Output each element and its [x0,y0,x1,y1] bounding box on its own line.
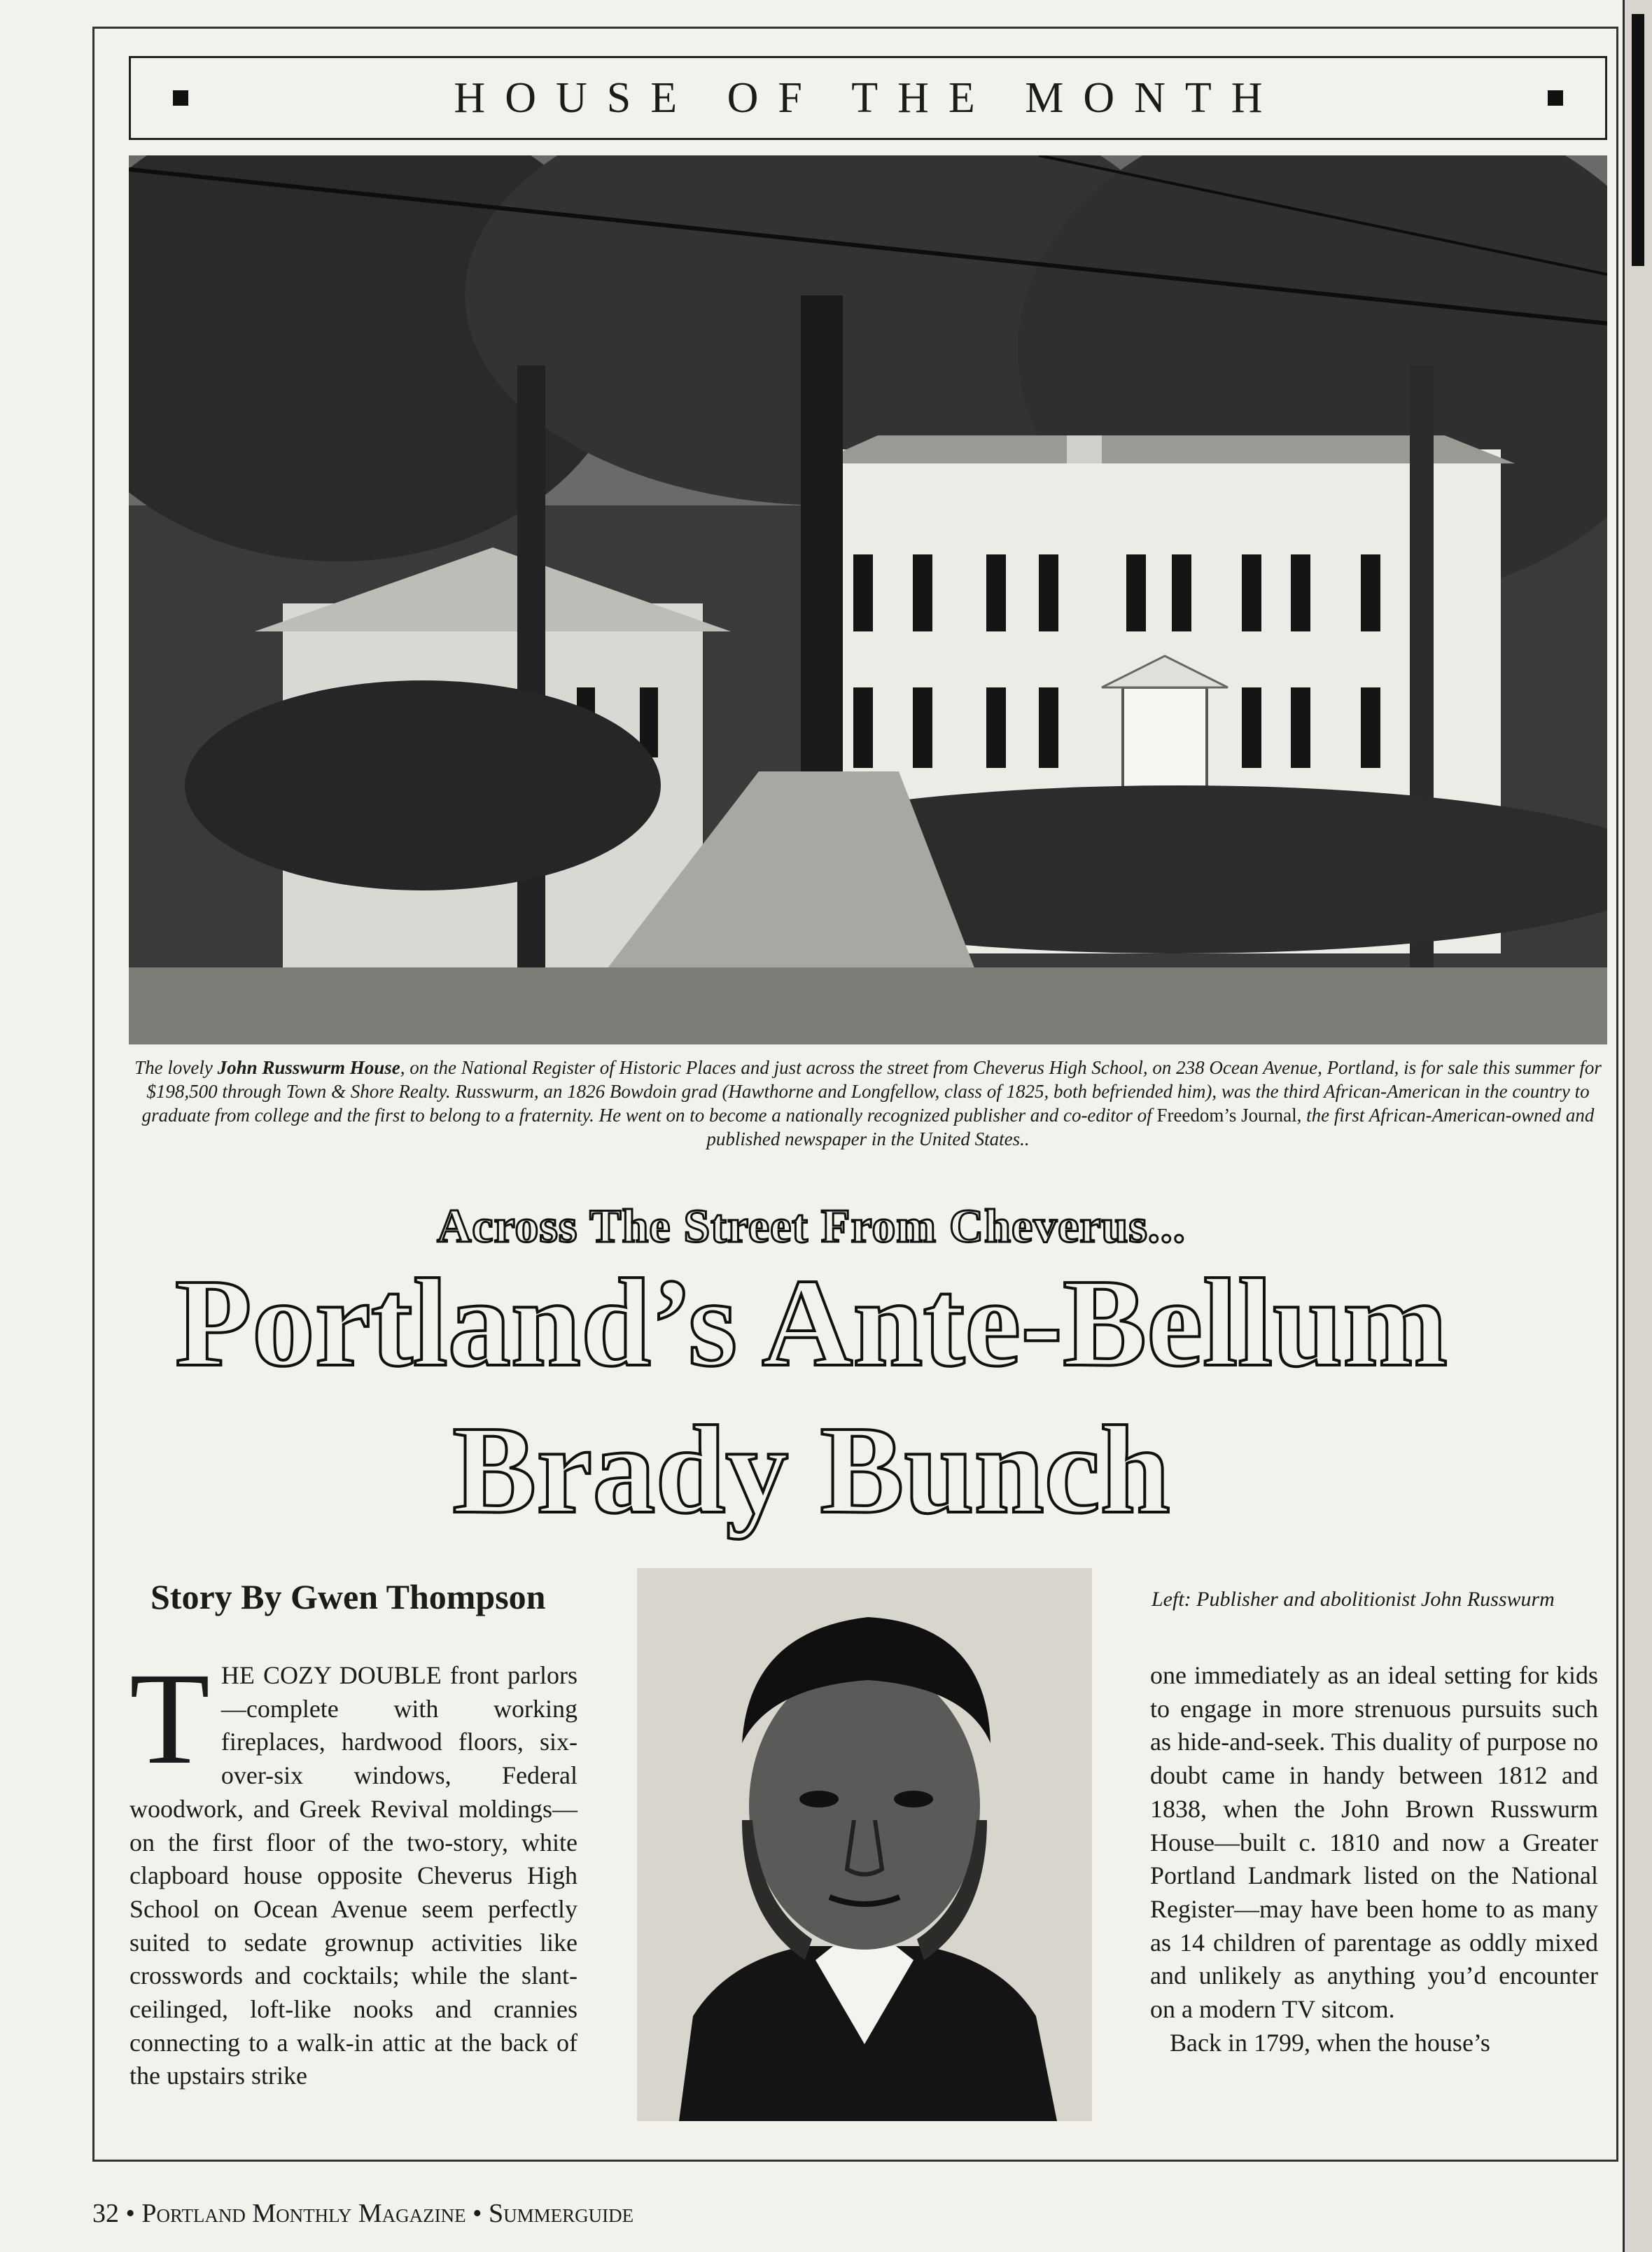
section-header [129,56,1607,140]
house-photo [129,155,1607,1044]
column-2-text: one immediately as an ideal setting for kids to engage in more strenuous pursuits such as hide-and-seek. This duality of purpose no doubt came in handy between 1812 and 1838, when the John Brown Russwurm House—built c. 1810 and now a Greater Portland Landmark listed on the National Register—may have been home to as many as 14 children of parentage as oddly mixed and unlikely as anything you’d encounter on a modern TV sitcom. [1150,1661,1598,2024]
headline-kicker: Across The Street From Cheverus... [437,1199,1186,1252]
photo-caption [129,1056,1607,1151]
article-column-1 [130,1645,578,2093]
adjacent-page-edge [1623,0,1652,2252]
footer-separator: • [119,2199,142,2228]
portrait-engraving [637,1568,1092,2121]
portrait-caption: Left: Publisher and abolitionist John Russwurm [1152,1588,1555,1611]
headline-line-1: Portland’s Ante-Bellum [174,1253,1448,1392]
magazine-name: Portland Monthly Magazine [141,2199,466,2228]
lead-in-caps: HE COZY DOUBLE [220,1661,442,1689]
square-bullet-icon [1548,90,1563,106]
portrait-illustration [637,1568,1092,2121]
column-2-continuation: Back in 1799, when the house’s [1170,2028,1490,2057]
house-illustration [129,155,1607,1044]
caption-text: , on the National Register of Historic Places and just across the street from Cheverus High School, on 238 Ocean Avenue, Portland, is for sale this summer for $198,500 through Town & Shore Realty. Russwurm, an 1826 Bowdoin grad (Hawthorne and Longfellow, class of 1825, both befriended him), was the third African-American in the country to graduate from college and the first to belong to a fraternity. He went on to become a nationally recognized publisher and co-editor of [141,1057,1602,1126]
edge-bar [1632,14,1644,266]
caption-intro: The lovely [134,1057,218,1078]
byline: Story By Gwen Thompson [150,1577,546,1616]
square-bullet-icon [173,90,188,106]
page-number: 32 [92,2199,119,2228]
headline-line-2: Brady Bunch [452,1400,1170,1539]
caption-journal: Freedom’s Journal [1156,1105,1297,1126]
drop-cap: T [130,1645,210,1791]
page-footer [92,2198,634,2229]
section-title: HOUSE OF THE MONTH [454,74,1282,122]
article-column-2 [1150,1659,1598,2059]
caption-house-name: John Russwurm House [217,1057,400,1078]
footer-separator: • [465,2199,489,2228]
caption-text-end: , the first African-American-owned and published newspaper in the United States.. [706,1105,1595,1149]
issue-name: Summerguide [488,2199,634,2228]
column-1-text: front parlors—complete with working fireplaces, hardwood floors, six-over-six windows, Federal woodwork, and Greek Revival moldings—on the first floor of the two-story, white clapboard house opposite Cheverus High School on Ocean Avenue seem perfectly suited to sedate grownup activities like crosswords and cocktails; while the slant-ceilinged, loft-like nooks and crannies connecting to a walk-in attic at the back of the upstairs strike [130,1661,578,2090]
